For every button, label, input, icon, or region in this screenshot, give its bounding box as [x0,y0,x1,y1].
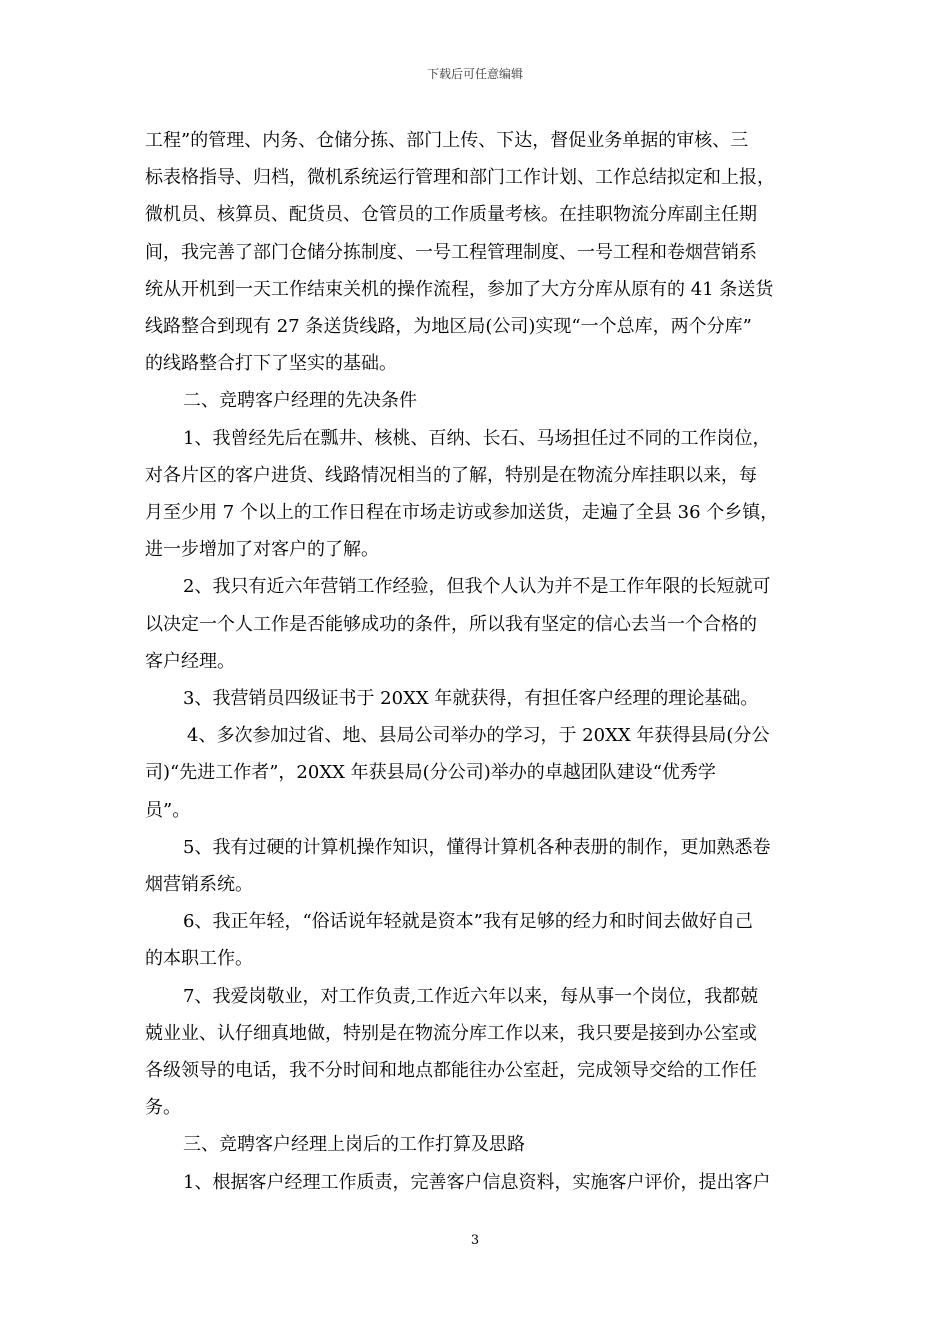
text-line: 5、我有过硬的计算机操作知识，懂得计算机各种表册的制作，更加熟悉卷 [183,836,771,858]
text-line: 各级领导的电话，我不分时间和地点都能往办公室赶，完成领导交给的工作任 [145,1060,757,1082]
paragraph-item-2 [145,568,815,680]
paragraph-item-7 [145,978,815,1127]
text-line: 线路整合到现有 27 条送货线路，为地区局(公司)实现“一个总库，两个分库” [145,316,752,338]
text-line: 2、我只有近六年营销工作经验，但我个人认为并不是工作年限的长短就可 [183,576,771,598]
text-line: 6、我正年轻，“俗话说年轻就是资本”我有足够的经力和时间去做好自己 [183,911,753,933]
paragraph-item-6 [145,903,815,977]
paragraph-item-4 [145,717,815,829]
text-line: 标表格指导、归档，微机系统运行管理和部门工作计划、工作总结拟定和上报， [145,167,775,189]
document-body [145,122,815,1201]
text-line: 1、根据客户经理工作质责，完善客户信息资料，实施客户评价，提出客户 [183,1171,771,1193]
text-line: 7、我爱岗敬业，对工作负责,工作近六年以来，每从事一个岗位，我都兢 [183,985,759,1007]
text-line: 的本职工作。 [145,948,253,970]
text-line: 间，我完善了部门仓储分拣制度、一号工程管理制度、一号工程和卷烟营销系 [145,241,757,263]
text-line: 客户经理。 [145,650,235,672]
text-line: 4、多次参加过省、地、县局公司举办的学习，于 20XX 年获得县局(分公 [187,725,770,747]
text-line: 司)“先进工作者”，20XX 年获县局(分公司)举办的卓越团队建设“优秀学 [145,762,716,784]
text-line: 统从开机到一天工作结束关机的操作流程，参加了大方分库从原有的 41 条送货 [145,278,774,300]
paragraph-item-1 [145,420,815,569]
text-line: 务。 [145,1097,181,1119]
text-line: 工程”的管理、内务、仓储分拣、部门上传、下达，督促业务单据的审核、三 [145,130,749,151]
text-line: 以决定一个人工作是否能够成功的条件，所以我有坚定的信心去当一个合格的 [145,613,757,635]
page-number: 3 [470,1233,480,1248]
paragraph-item-8 [145,1164,815,1201]
text-line: 的线路整合打下了坚实的基础。 [145,353,397,375]
text-line: 3、我营销员四级证书于 20XX 年就获得，有担任客户经理的理论基础。 [183,688,759,710]
text-line: 月至少用 7 个以上的工作日程在市场走访或参加送货，走遍了全县 36 个乡镇， [145,502,779,524]
text-line: 烟营销系统。 [145,874,253,896]
paragraph-item-3 [145,680,815,717]
text-line: 对各片区的客户进货、线路情况相当的了解，特别是在物流分库挂职以来，每 [145,464,757,486]
paragraph-item-5 [145,829,815,903]
text-line: 员”。 [145,799,191,821]
paragraph-continuation [145,122,815,382]
page-header: 下载后可任意编辑 [426,67,523,81]
text-line: 进一步增加了对客户的了解。 [145,539,379,561]
text-line: 兢业业、认仔细真地做，特别是在物流分库工作以来，我只要是接到办公室或 [145,1022,757,1044]
section-heading-2: 二、竞聘客户经理的先决条件 [183,390,417,412]
text-line: 1、我曾经先后在瓢井、核桃、百纳、长石、马场担任过不同的工作岗位， [183,427,771,449]
text-line: 微机员、核算员、配货员、仓管员的工作质量考核。在挂职物流分库副主任期 [145,204,757,226]
section-heading-3: 三、竞聘客户经理上岗后的工作打算及思路 [183,1134,525,1156]
